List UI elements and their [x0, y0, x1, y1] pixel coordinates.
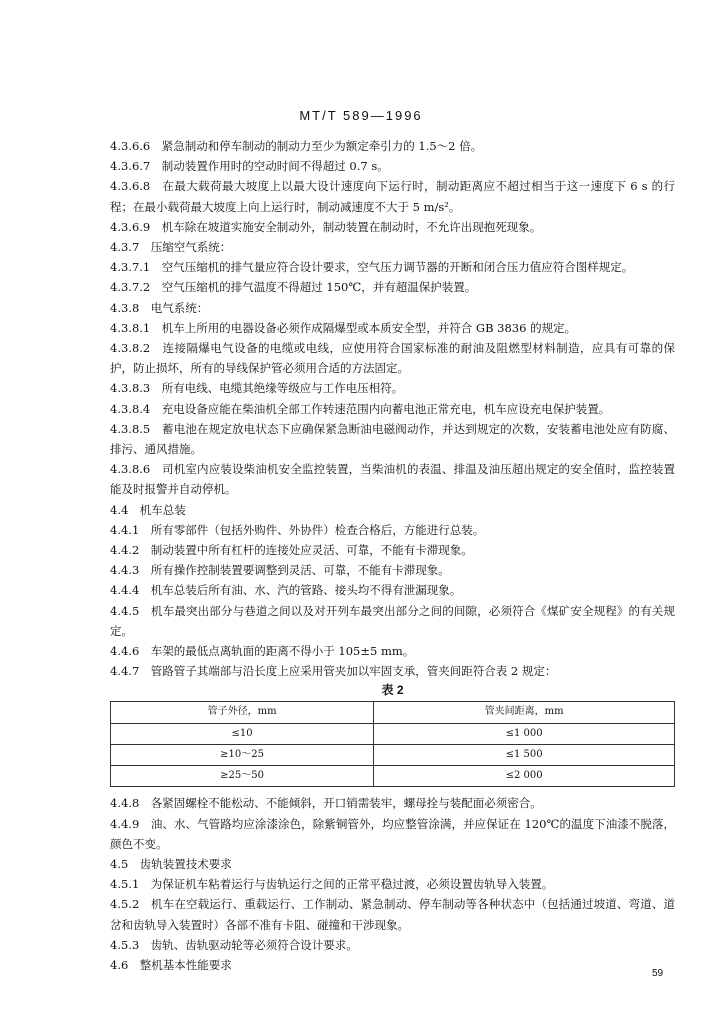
- clause-4-4-7: 4.4.7 管路管子其端部与沿长度上应采用管夹加以牢固支承，管夹间距符合表 2 规定：: [110, 664, 557, 679]
- clause-4-4-5: 4.4.5 机车最突出部分与巷道之间以及对开列车最突出部分之间的间隙，必须符合《煤矿安全规程》的有关规定。: [110, 603, 675, 638]
- table-cell: ≥10～25: [111, 744, 374, 765]
- page-number: 59: [652, 968, 664, 979]
- clause-4-3-7-1: 4.3.7.1 空气压缩机的排气量应符合设计要求，空气压力调节器的开断和闭合压力值应符合图样规定。: [110, 260, 634, 275]
- table-cell: ≤10: [111, 723, 374, 744]
- clause-4-3-8-6: 4.3.8.6 司机室内应装设柴油机安全监控装置，当柴油机的表温、排温及油压超出规定的安全值时，监控装置能及时报警并自动停机。: [110, 462, 675, 497]
- clause-4-4: 4.4 机车总装: [110, 502, 186, 517]
- table-cell: ≤2 000: [374, 766, 675, 787]
- clause-4-4-1: 4.4.1 所有零部件（包括外购件、外协件）检查合格后，方能进行总装。: [110, 522, 485, 537]
- table-cell: ≥25～50: [111, 766, 374, 787]
- clause-4-5-1: 4.5.1 为保证机车粘着运行与齿轨运行之间的正常平稳过渡，必须设置齿轨导入装置。: [110, 877, 554, 892]
- table-row: [111, 766, 675, 787]
- clause-4-4-4: 4.4.4 机车总装后所有油、水、汽的管路、接头均不得有泄漏现象。: [110, 583, 462, 598]
- clause-4-3-8-2: 4.3.8.2 连接隔爆电气设备的电缆或电线，应使用符合国家标准的耐油及阻燃型材料制造，应具有可靠的保护，防止损坏，所有的导线保护管必须用合适的方法固定。: [110, 341, 675, 376]
- clause-4-3-8-5: 4.3.8.5 蓄电池在规定放电状态下应确保紧急断油电磁阀动作，并达到规定的次数，安装蓄电池处应有防腐、排污、通风措施。: [110, 421, 675, 457]
- clause-4-3-6-8: 4.3.6.8 在最大载荷最大坡度上以最大设计速度向下运行时，制动距离应不超过相当于这一速度下 6 s 的行程；在最小载荷最大坡度上向上运行时，制动减速度不大于 5 m/s²。: [110, 179, 675, 214]
- table-cell: ≤1 000: [374, 723, 675, 744]
- clause-4-3-8-3: 4.3.8.3 所有电线、电缆其绝缘等级应与工作电压相符。: [110, 381, 404, 396]
- clause-4-6: 4.6 整机基本性能要求: [110, 957, 232, 972]
- table-row: [111, 723, 675, 744]
- clause-4-3-8-1: 4.3.8.1 机车上所用的电器设备必须作成隔爆型或本质安全型，并符合 GB 3836 的规定。: [110, 320, 577, 335]
- clause-4-3-6-6: 4.3.6.6 紧急制动和停车制动的制动力至少为额定牵引力的 1.5～2 倍。: [110, 139, 483, 153]
- table-cell: ≤1 500: [374, 744, 675, 765]
- clause-4-3-6-7: 4.3.6.7 制动装置作用时的空动时间不得超过 0.7 s。: [110, 159, 389, 174]
- document-body: [110, 136, 675, 975]
- clause-4-3-8: 4.3.8 电气系统：: [110, 300, 209, 315]
- clause-4-3-8-4: 4.3.8.4 充电设备应能在柴油机全部工作转速范围内向蓄电池正常充电，机车应设充电保护装置。: [110, 401, 611, 416]
- clause-4-3-7-2: 4.3.7.2 空气压缩机的排气温度不得超过 150℃，并有超温保护装置。: [110, 280, 477, 295]
- clause-4-4-2: 4.4.2 制动装置中所有杠杆的连接处应灵活、可靠，不能有卡滞现象。: [110, 543, 473, 558]
- clause-4-4-8: 4.4.8 各紧固螺栓不能松动、不能倾斜，开口销需装牢，螺母拴与装配面必须密合。: [110, 796, 542, 811]
- table-header-row: [111, 702, 675, 723]
- page-header: MT/T 589—1996: [299, 108, 423, 123]
- clause-4-5-2: 4.5.2 机车在空载运行、重载运行、工作制动、紧急制动、停车制动等各种状态中（包括通过坡道、弯道、道岔和齿轨导入装置时）各部不准有卡阻、碰撞和干涉现象。: [110, 897, 675, 932]
- clause-4-3-7: 4.3.7 压缩空气系统：: [110, 240, 232, 255]
- clause-4-5: 4.5 齿轨装置技术要求: [110, 856, 232, 871]
- clause-4-5-3: 4.5.3 齿轨、齿轨驱动轮等必须符合设计要求。: [110, 937, 358, 952]
- pipe-clamp-table: [110, 701, 675, 787]
- clause-4-4-6: 4.4.6 车架的最低点离轨面的距离不得小于 105±5 mm。: [110, 644, 415, 659]
- clause-4-3-6-9: 4.3.6.9 机车除在坡道实施安全制动外，制动装置在制动时，不允许出现抱死现象。: [110, 219, 542, 234]
- clause-4-4-9: 4.4.9 油、水、气管路均应涂漆涂色，除紫铜管外，均应整管涂满，并应保证在 120℃的温度下油漆不脱落，颜色不变。: [110, 816, 675, 851]
- table-header-cell: 管子外径，mm: [111, 702, 374, 723]
- clause-4-4-3: 4.4.3 所有操作控制装置要调整到灵活、可靠，不能有卡滞现象。: [110, 563, 450, 578]
- table-caption: 表 2: [381, 683, 404, 698]
- table-row: [111, 744, 675, 765]
- table-header-cell: 管夹间距离，mm: [374, 702, 675, 723]
